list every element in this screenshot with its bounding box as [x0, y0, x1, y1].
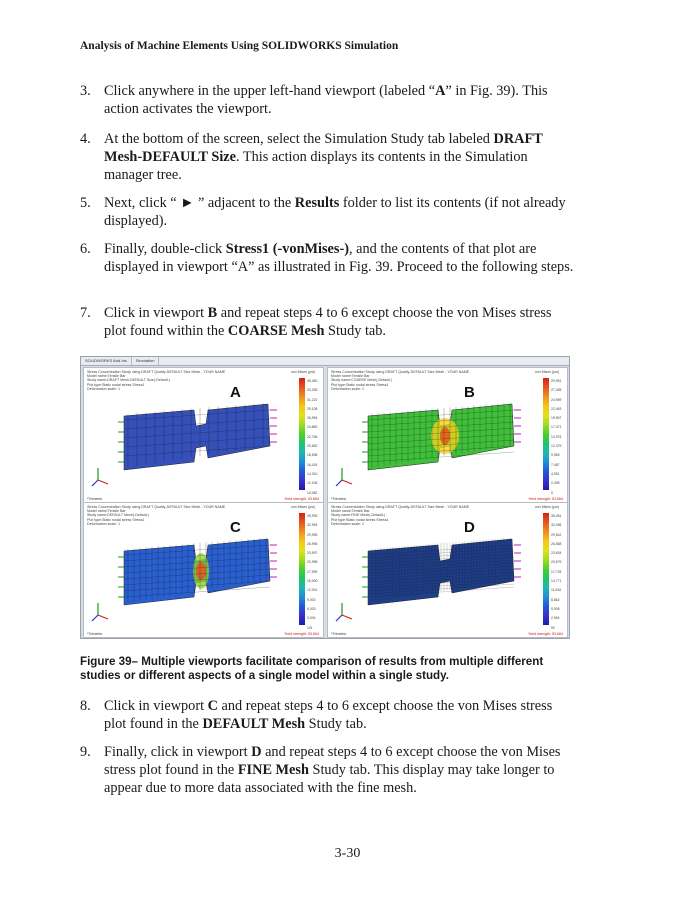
- step-text: DRAFT Mesh-DEFAULT Size: [104, 131, 543, 165]
- legend-tick-label: 20,998: [307, 560, 318, 565]
- step-text: A: [435, 83, 446, 99]
- stress-color-bar: [543, 513, 549, 625]
- figure-caption: Figure 39– Multiple viewports facilitate comparison of results from multiple different studies or different aspects of a single model within a single study.: [80, 655, 544, 682]
- step-text: At the bottom of the screen, select the Simulation Study tab labeled: [104, 131, 494, 147]
- figure-39: [80, 356, 570, 639]
- legend-tick-label: 35,450: [307, 379, 318, 383]
- step-text: Finally, double-click: [104, 241, 226, 257]
- study-info-text: Stress Concentration Study using DRAFT Quality-DEFAULT Size Mesh - YOUR NAME Model name:Tensile Bar Study name:DEFAULT Mesh(-Default-) Plot type:Static nodal stress Stress1 Deformation scale: 1: [87, 505, 226, 526]
- tensile-bar-model: [84, 503, 284, 638]
- stress-peak: [196, 562, 206, 580]
- legend-tick-label: 16,424: [307, 462, 318, 467]
- view-orientation-label: *Trimetric: [87, 497, 103, 501]
- yield-strength-label: Yield strength: 53,664: [284, 632, 319, 636]
- legend-tick-label: 31,222: [307, 397, 318, 402]
- legend-tick-label: 32,994: [307, 523, 318, 528]
- legend-tick-label: 22,766: [307, 434, 318, 439]
- viewport-b[interactable]: [327, 367, 568, 503]
- tensile-bar-model: [84, 368, 284, 503]
- legend-tick-label: 17,471: [551, 425, 562, 430]
- stress-color-bar: [299, 378, 305, 490]
- legend-tick-label: 23,997: [307, 551, 318, 556]
- step-6: [80, 240, 574, 276]
- legend-tick-label: 9,983: [551, 453, 560, 458]
- step-text: Results: [294, 195, 340, 211]
- axis-triad-icon: [336, 480, 342, 486]
- legend-tick-label: 20,652: [307, 444, 318, 449]
- axis-triad-icon: [98, 615, 108, 619]
- yield-strength-label: Yield strength: 53,664: [528, 497, 563, 501]
- viewport-d[interactable]: [327, 502, 568, 638]
- step-text: Click in viewport: [104, 698, 208, 714]
- legend-tick-label: 17,725: [551, 569, 562, 574]
- legend-tick-label: 12,196: [307, 481, 318, 486]
- page-number: 3-30: [334, 846, 361, 861]
- step-number: 4.: [80, 131, 91, 147]
- axis-triad-icon: [342, 480, 352, 484]
- legend-tick-label: 3,004: [307, 616, 316, 621]
- step-number: 5.: [80, 195, 91, 211]
- viewport-label: C: [230, 519, 241, 536]
- legend-tick-label: 101: [307, 625, 313, 630]
- legend-tick-label: 26,996: [307, 541, 318, 546]
- axis-triad-icon: [342, 615, 352, 619]
- stress-color-bar: [543, 378, 549, 490]
- legend-tick-label: 4,991: [551, 471, 560, 476]
- step-text: , and the contents of that plot are displayed in viewport “A” as illustrated in Fig. 39. Proceed to the following steps.: [104, 241, 574, 275]
- legend-tick-label: 35,451: [551, 514, 562, 518]
- view-orientation-label: *Trimetric: [87, 632, 103, 636]
- viewport-label: B: [464, 384, 475, 401]
- legend-tick-label: 14,975: [551, 434, 562, 439]
- legend-tick-label: 35,993: [307, 514, 318, 518]
- legend-tick-label: 7,487: [551, 462, 560, 467]
- step-number: 9.: [80, 744, 91, 760]
- step-text: Study tab. This display may take longer to appear due to more data associated with the fine mesh.: [104, 762, 555, 796]
- legend-units: von Mises (psi): [534, 505, 559, 509]
- step-text: and repeat steps 4 to 6 except choose the von Mises stress plot found in the: [104, 744, 561, 778]
- step-text: C: [207, 698, 218, 714]
- step-text: . This action displays its contents in the Simulation manager tree.: [104, 149, 528, 183]
- viewport-c[interactable]: [83, 502, 324, 638]
- step-text: Study tab.: [324, 323, 386, 339]
- step-text: Next, click “ ► ” adjacent to the: [104, 195, 295, 211]
- step-text: folder to list its contents (if not already displayed).: [104, 195, 566, 229]
- legend-tick-label: 23,634: [551, 551, 562, 556]
- axis-triad-icon: [92, 615, 98, 621]
- legend-tick-label: 24,959: [551, 397, 562, 402]
- step-text: FINE Mesh: [237, 762, 309, 778]
- viewport-label: A: [230, 384, 241, 401]
- legend-tick-label: 12,001: [307, 588, 318, 593]
- viewport-a[interactable]: [83, 367, 324, 503]
- legend-tick-label: 26,994: [307, 416, 318, 421]
- step-text: Study tab.: [305, 716, 367, 732]
- step-text: ” in Fig. 39). This action activates the viewport.: [104, 83, 548, 117]
- tab-solidworks-add-ins[interactable]: SOLIDWORKS Add-Ins: [81, 357, 132, 365]
- step-3: [80, 82, 574, 118]
- tensile-bar-model: [328, 368, 528, 503]
- step-text: D: [251, 744, 262, 760]
- step-text: COARSE Mesh: [227, 323, 325, 339]
- legend-tick-label: 18,538: [307, 453, 318, 458]
- legend-tick-label: 19,967: [551, 416, 562, 421]
- view-orientation-label: *Trimetric: [331, 497, 347, 501]
- legend-tick-label: 90: [551, 625, 555, 630]
- tensile-bar-model: [328, 503, 528, 638]
- legend-tick-label: 20,679: [551, 560, 562, 565]
- legend-tick-label: 22,463: [551, 406, 562, 411]
- step-text: and repeat steps 4 to 6 except choose the von Mises stress plot found in the: [104, 698, 553, 732]
- legend-tick-label: 17,999: [307, 569, 318, 574]
- legend-tick-label: 14,771: [551, 579, 562, 584]
- running-header: Analysis of Machine Elements Using SOLIDWORKS Simulation: [80, 40, 399, 52]
- step-4: [80, 130, 574, 184]
- legend-tick-label: 15,000: [307, 579, 318, 584]
- step-8: [80, 697, 574, 733]
- step-text: DEFAULT Mesh: [202, 716, 306, 732]
- step-number: 7.: [80, 305, 91, 321]
- tab-simulation[interactable]: Simulation: [132, 357, 160, 365]
- legend-tick-label: 5,908: [551, 606, 560, 611]
- legend-tick-label: 29,108: [307, 406, 318, 411]
- step-number: 3.: [80, 83, 91, 99]
- step-text: Click in viewport: [104, 305, 208, 321]
- step-7: [80, 304, 574, 340]
- viewport-label: D: [464, 519, 475, 536]
- legend-tick-label: 27,455: [551, 388, 562, 393]
- step-text: Stress1 (-vonMises-): [225, 241, 349, 257]
- legend-tick-label: 2,954: [551, 616, 560, 621]
- step-number: 6.: [80, 241, 91, 257]
- axis-triad-icon: [92, 480, 98, 486]
- legend-ticks: [307, 512, 321, 633]
- legend-tick-label: 11,816: [551, 588, 562, 593]
- step-text: Finally, click in viewport: [104, 744, 252, 760]
- legend-units: von Mises (psi): [290, 505, 315, 509]
- stress-peak: [440, 427, 450, 445]
- legend-ticks: [307, 377, 321, 498]
- legend-tick-label: 6,003: [307, 606, 316, 611]
- study-info-text: Stress Concentration Study using DRAFT Quality-DEFAULT Size Mesh - YOUR NAME Model name:Tensile Bar Study name:DRAFT Mesh-DEFAULT Size(-Default-) Plot type:Static nodal stress Stress1 Deformation scale: 1: [87, 370, 226, 391]
- legend-tick-label: 29,995: [307, 532, 318, 537]
- legend-tick-label: 29,542: [551, 532, 562, 537]
- legend-units: von Mises (psi): [290, 370, 315, 374]
- legend-ticks: [551, 377, 565, 498]
- step-number: 8.: [80, 698, 91, 714]
- step-text: Click anywhere in the upper left-hand viewport (labeled “: [104, 83, 436, 99]
- legend-tick-label: 29,951: [551, 379, 562, 383]
- legend-tick-label: 0: [551, 490, 553, 495]
- study-info-text: Stress Concentration Study using DRAFT Quality-DEFAULT Size Mesh - YOUR NAME Model name:Tensile Bar Study name:FINE Mesh(-Default-) Plot type:Static nodal stress Stress1 Deformation scale: 1: [331, 505, 470, 526]
- view-orientation-label: *Trimetric: [331, 632, 347, 636]
- legend-units: von Mises (psi): [534, 370, 559, 374]
- legend-tick-label: 24,880: [307, 425, 318, 430]
- stress-color-bar: [299, 513, 305, 625]
- yield-strength-label: Yield strength: 53,664: [284, 497, 319, 501]
- step-text: B: [207, 305, 218, 321]
- legend-tick-label: 32,496: [551, 523, 562, 528]
- legend-tick-label: 12,479: [551, 444, 562, 449]
- axis-triad-icon: [336, 615, 342, 621]
- legend-ticks: [551, 512, 565, 633]
- simulation-tab-bar: [81, 357, 569, 366]
- legend-tick-label: 8,862: [551, 597, 560, 602]
- legend-tick-label: 9,002: [307, 597, 316, 602]
- step-5: [80, 194, 574, 230]
- yield-strength-label: Yield strength: 53,664: [528, 632, 563, 636]
- study-info-text: Stress Concentration Study using DRAFT Quality-DEFAULT Size Mesh - YOUR NAME Model name:Tensile Bar Study name:COARSE Mesh(-Default-) Plot type:Static nodal stress Stress1 Deformation scale: 1: [331, 370, 470, 391]
- legend-tick-label: 2,495: [551, 481, 560, 486]
- legend-tick-label: 14,310: [307, 471, 318, 476]
- step-text: and repeat steps 4 to 6 except choose the von Mises stress plot found within the: [104, 305, 552, 339]
- axis-triad-icon: [98, 480, 108, 484]
- legend-tick-label: 33,336: [307, 388, 318, 393]
- step-9: [80, 743, 574, 797]
- legend-tick-label: 10,082: [307, 490, 318, 495]
- legend-tick-label: 26,588: [551, 541, 562, 546]
